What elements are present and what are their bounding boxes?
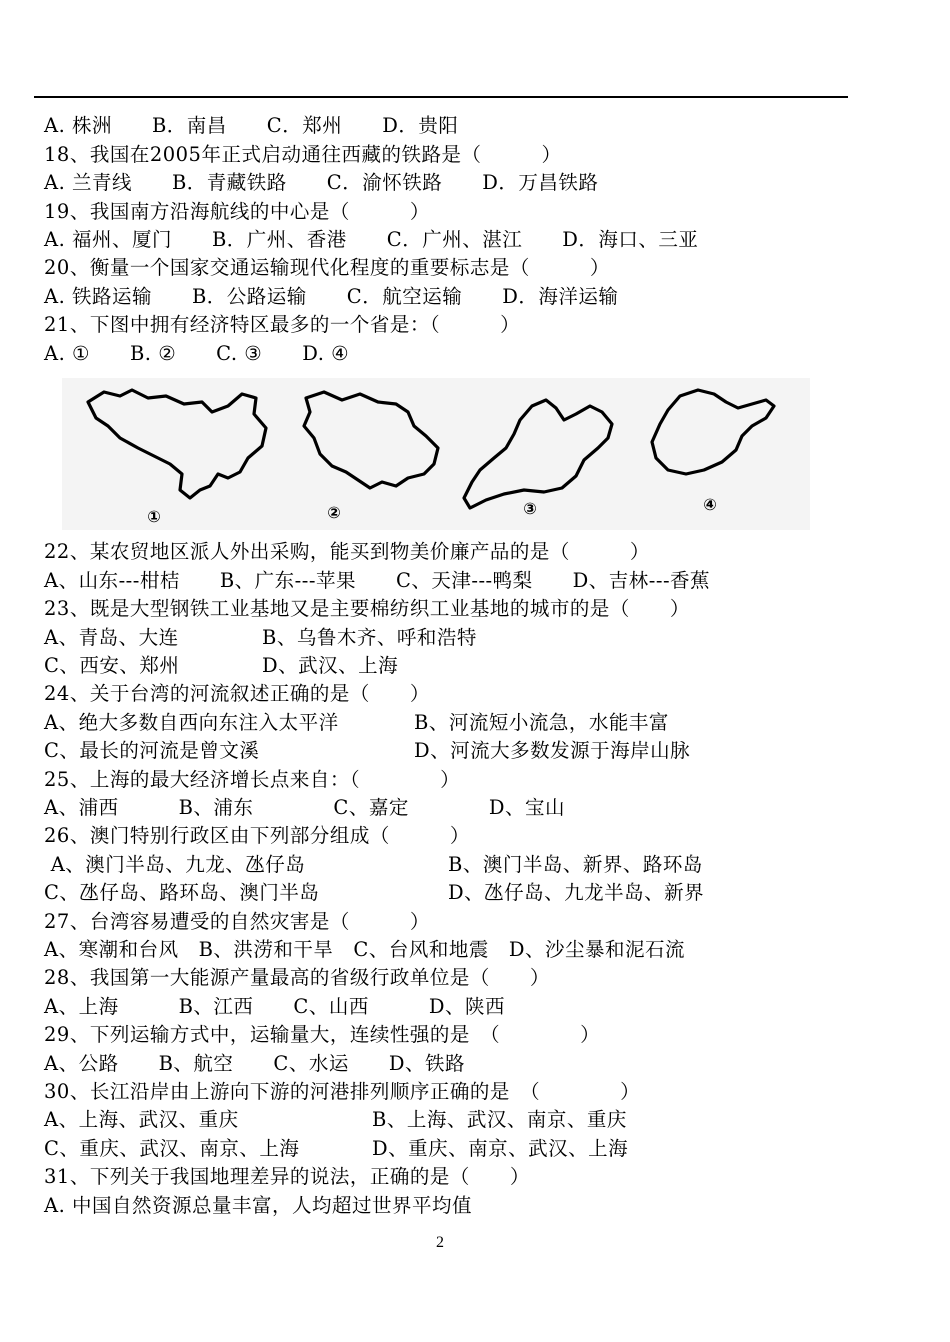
q30-option-c: C、重庆、武汉、南京、上海 xyxy=(44,1137,300,1160)
map-label-2: ② xyxy=(327,503,341,522)
province-outline-1 xyxy=(88,390,266,498)
q19-question: 19、我国南方沿海航线的中心是（ ） xyxy=(44,200,430,223)
q24-option-a: A、绝大多数自西向东注入太平洋 xyxy=(44,711,339,734)
province-outline-3 xyxy=(464,400,612,508)
q26-option-b: B、澳门半岛、新界、路环岛 xyxy=(448,853,703,876)
q19-options: A. 福州、厦门 B．广州、香港 C．广州、湛江 D．海口、三亚 xyxy=(44,228,699,251)
q27-options: A、寒潮和台风 B、洪涝和干旱 C、台风和地震 D、沙尘暴和泥石流 xyxy=(44,938,685,961)
q28-options: A、上海 B、江西 C、山西 D、陕西 xyxy=(44,995,505,1018)
map-label-1: ① xyxy=(147,507,161,526)
q30-option-a: A、上海、武汉、重庆 xyxy=(44,1108,239,1131)
q17-options: A. 株洲 B．南昌 C．郑州 D．贵阳 xyxy=(44,114,459,137)
q18-options: A. 兰青线 B．青藏铁路 C．渝怀铁路 D．万昌铁路 xyxy=(44,171,599,194)
q26-option-c: C、氹仔岛、路环岛、澳门半岛 xyxy=(44,881,320,904)
map-label-4: ④ xyxy=(703,495,717,514)
province-outline-4 xyxy=(652,390,774,474)
map-label-3: ③ xyxy=(523,499,537,518)
q30-question: 30、长江沿岸由上游向下游的河港排列顺序正确的是 （ ） xyxy=(44,1080,641,1103)
q26-option-d: D、氹仔岛、九龙半岛、新界 xyxy=(448,881,705,904)
q23-option-a: A、青岛、大连 xyxy=(44,626,179,649)
q31-question: 31、下列关于我国地理差异的说法，正确的是（ ） xyxy=(44,1165,530,1188)
q21-question: 21、下图中拥有经济特区最多的一个省是：（ ） xyxy=(44,313,521,336)
q30-option-b: B、上海、武汉、南京、重庆 xyxy=(372,1108,627,1131)
q23-question: 23、既是大型钢铁工业基地又是主要棉纺织工业基地的城市的是（ ） xyxy=(44,597,690,620)
q23-option-b: B、乌鲁木齐、呼和浩特 xyxy=(262,626,477,649)
q18-question: 18、我国在2005年正式启动通往西藏的铁路是（ ） xyxy=(44,143,562,166)
q20-options: A. 铁路运输 B．公路运输 C．航空运输 D．海洋运输 xyxy=(44,285,619,308)
q23-option-d: D、武汉、上海 xyxy=(262,654,399,677)
q26-question: 26、澳门特别行政区由下列部分组成（ ） xyxy=(44,824,470,847)
q30-option-d: D、重庆、南京、武汉、上海 xyxy=(372,1137,629,1160)
q29-options: A、公路 B、航空 C、水运 D、铁路 xyxy=(44,1052,465,1075)
q20-question: 20、衡量一个国家交通运输现代化程度的重要标志是（ ） xyxy=(44,256,610,279)
q25-question: 25、上海的最大经济增长点来自：（ ） xyxy=(44,768,461,791)
q31-option-a: A. 中国自然资源总量丰富，人均超过世界平均值 xyxy=(44,1194,472,1217)
q26-option-a: A、澳门半岛、九龙、氹仔岛 xyxy=(44,853,306,876)
q24-option-d: D、河流大多数发源于海岸山脉 xyxy=(414,739,691,762)
q24-question: 24、关于台湾的河流叙述正确的是（ ） xyxy=(44,682,430,705)
q22-options: A、山东---柑桔 B、广东---苹果 C、天津---鸭梨 D、吉林---香蕉 xyxy=(44,569,711,592)
q28-question: 28、我国第一大能源产量最高的省级行政单位是（ ） xyxy=(44,966,550,989)
q29-question: 29、下列运输方式中，运输量大，连续性强的是 （ ） xyxy=(44,1023,601,1046)
province-outline-maps xyxy=(62,378,810,530)
q23-option-c: C、西安、郑州 xyxy=(44,654,180,677)
q24-option-c: C、最长的河流是曾文溪 xyxy=(44,739,260,762)
page-number: 2 xyxy=(436,1234,444,1251)
q25-options: A、浦西 B、浦东 C、嘉定 D、宝山 xyxy=(44,796,565,819)
province-outline-2 xyxy=(304,392,438,488)
q24-option-b: B、河流短小流急，水能丰富 xyxy=(414,711,669,734)
q22-question: 22、某农贸地区派人外出采购，能买到物美价廉产品的是（ ） xyxy=(44,540,650,563)
header-rule xyxy=(34,96,848,98)
q21-options: A. ① B. ② C. ③ D. ④ xyxy=(44,342,350,365)
q27-question: 27、台湾容易遭受的自然灾害是（ ） xyxy=(44,910,430,933)
